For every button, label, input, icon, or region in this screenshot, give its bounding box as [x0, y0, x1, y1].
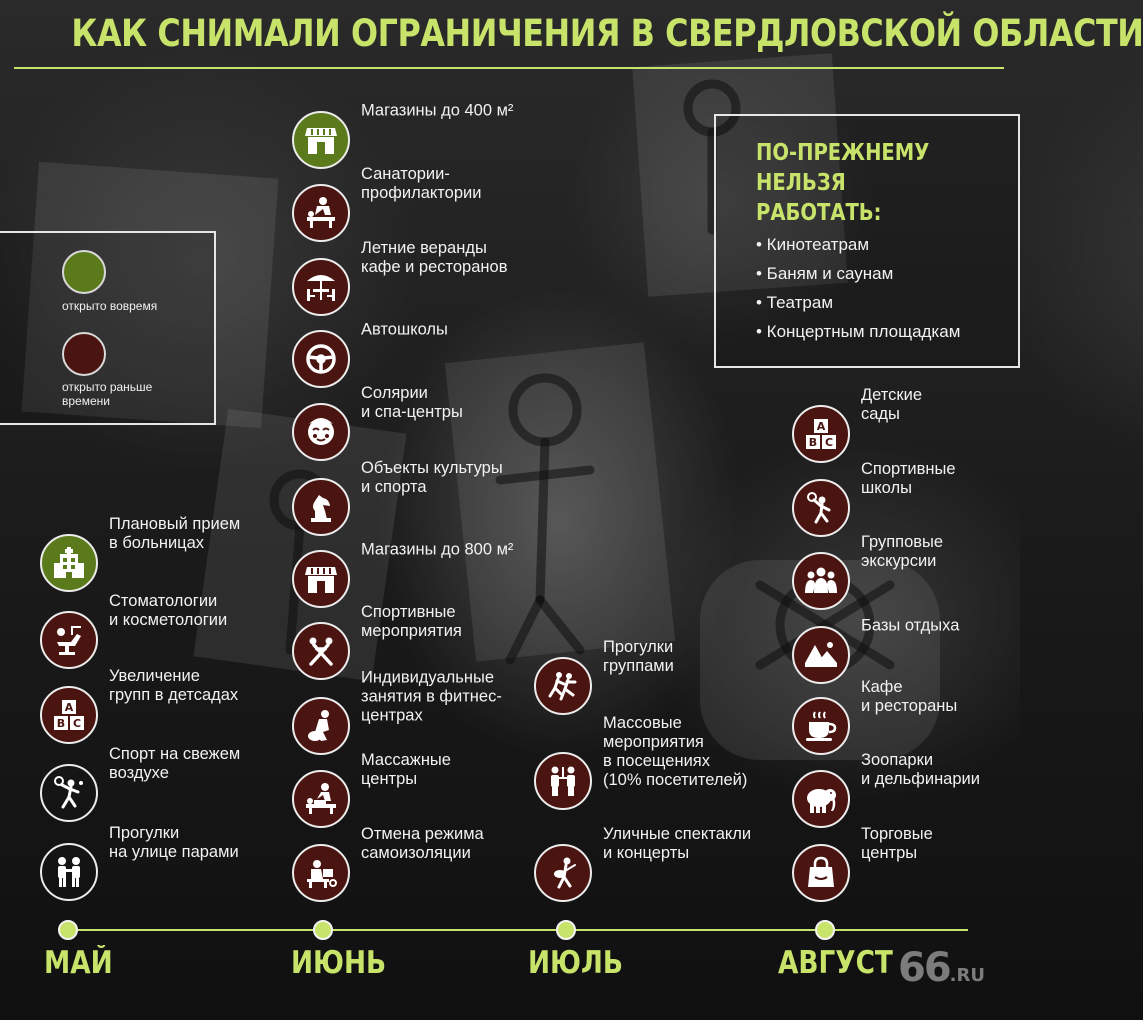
- home-desk-icon: [292, 844, 350, 902]
- june-item-label: Санатории-профилактории: [361, 165, 482, 202]
- page-title: КАК СНИМАЛИ ОГРАНИЧЕНИЯ В СВЕРДЛОВСКОЙ ОБЛАСТИ: [71, 12, 1143, 55]
- timeline-dot-august: [815, 920, 835, 940]
- month-label-july: ИЮЛЬ: [528, 945, 623, 981]
- june-item-label: Летние веранды кафе и ресторанов: [361, 239, 508, 276]
- shop-icon: [292, 111, 350, 169]
- coffee-cup-icon: [792, 697, 850, 755]
- fitness-icon: [292, 697, 350, 755]
- still-closed-item: • Баням и саунам: [756, 264, 894, 283]
- chess-knight-icon: [292, 478, 350, 536]
- timeline-dot-june: [313, 920, 333, 940]
- legend-early-swatch: [62, 332, 106, 376]
- july-item-label: Уличные спектакли и концерты: [603, 825, 752, 862]
- title-underline: [14, 67, 1004, 69]
- june-item-label: Автошколы: [361, 320, 448, 339]
- basketball-icon: [792, 479, 850, 537]
- still-closed-heading: ПО-ПРЕЖНЕМУ НЕЛЬЗЯ РАБОТАТЬ:: [756, 140, 930, 226]
- svg-text:C: C: [824, 436, 834, 449]
- shopping-bag-icon: [792, 844, 850, 902]
- month-label-may: МАЙ: [44, 945, 113, 981]
- month-label-august: АВГУСТ: [778, 945, 893, 981]
- july-item-label: Массовые мероприятия в посещениях (10% посетителей): [603, 714, 748, 789]
- august-item-label: Детские сады: [861, 386, 923, 423]
- steering-wheel-icon: [292, 330, 350, 388]
- august-item-label: Торговые центры: [861, 825, 933, 862]
- august-item-label: Базы отдыха: [861, 616, 960, 635]
- svg-text:A: A: [816, 420, 826, 433]
- timeline-dot-july: [556, 920, 576, 940]
- hospital-icon: [40, 534, 98, 592]
- june-item-label: Отмена режима самоизоляции: [361, 825, 484, 862]
- svg-text:A: A: [64, 701, 74, 714]
- massage-table-icon: [292, 770, 350, 828]
- month-label-june: ИЮНЬ: [291, 945, 387, 981]
- svg-text:C: C: [72, 717, 82, 730]
- brand-logo: [898, 945, 985, 991]
- june-item-label: Солярии и спа-центры: [361, 384, 463, 421]
- tennis-player-icon: [40, 764, 98, 822]
- brand-domain: .RU: [949, 965, 985, 986]
- brand-number: 66: [898, 945, 950, 991]
- still-closed-panel: [714, 114, 1020, 368]
- crowd-icon: [534, 752, 592, 810]
- june-item-label: Магазины до 800 м²: [361, 540, 514, 559]
- camp-icon: [792, 626, 850, 684]
- group-icon: [792, 552, 850, 610]
- guitarist-icon: [534, 844, 592, 902]
- june-item-label: Массажные центры: [361, 751, 451, 788]
- july-item-label: Прогулки группами: [603, 638, 674, 675]
- legend: [0, 231, 216, 425]
- legend-early-label: открыто раньше времени: [62, 380, 153, 408]
- august-item-label: Кафе и рестораны: [861, 678, 958, 715]
- june-item-label: Индивидуальные занятия в фитнес- центрах: [361, 668, 502, 725]
- legend-on-time-swatch: [62, 250, 106, 294]
- may-item-label: Прогулки на улице парами: [109, 824, 239, 861]
- shop-icon: [292, 550, 350, 608]
- august-item-label: Спортивные школы: [861, 460, 956, 497]
- may-item-label: Плановый прием в больницах: [109, 515, 241, 552]
- abc-blocks-icon: [792, 405, 850, 463]
- svg-text:B: B: [808, 436, 818, 449]
- august-item-label: Зоопарки и дельфинарии: [861, 751, 980, 788]
- elephant-icon: [792, 770, 850, 828]
- massage-icon: [292, 184, 350, 242]
- wrestling-icon: [292, 622, 350, 680]
- spa-face-icon: [292, 403, 350, 461]
- legend-on-time-label: открыто вовремя: [62, 299, 158, 313]
- dental-chair-icon: [40, 611, 98, 669]
- abc-blocks-icon: [40, 686, 98, 744]
- svg-text:B: B: [56, 717, 66, 730]
- still-closed-item: • Кинотеатрам: [756, 235, 870, 254]
- june-item-label: Объекты культуры и спорта: [361, 459, 503, 496]
- still-closed-item: • Концертным площадкам: [756, 322, 961, 341]
- may-item-label: Спорт на свежем воздухе: [109, 745, 241, 782]
- may-item-label: Увеличение групп в детсадах: [109, 667, 239, 704]
- august-item-label: Групповые экскурсии: [861, 533, 944, 570]
- still-closed-item: • Театрам: [756, 293, 834, 312]
- june-item-label: Спортивные мероприятия: [361, 603, 462, 640]
- pair-walk-icon: [40, 843, 98, 901]
- still-closed-list: [756, 230, 960, 346]
- cafe-terrace-icon: [292, 258, 350, 316]
- may-item-label: Стоматологии и косметологии: [109, 592, 228, 629]
- timeline-dot-may: [58, 920, 78, 940]
- june-item-label: Магазины до 400 м²: [361, 101, 514, 120]
- group-run-icon: [534, 657, 592, 715]
